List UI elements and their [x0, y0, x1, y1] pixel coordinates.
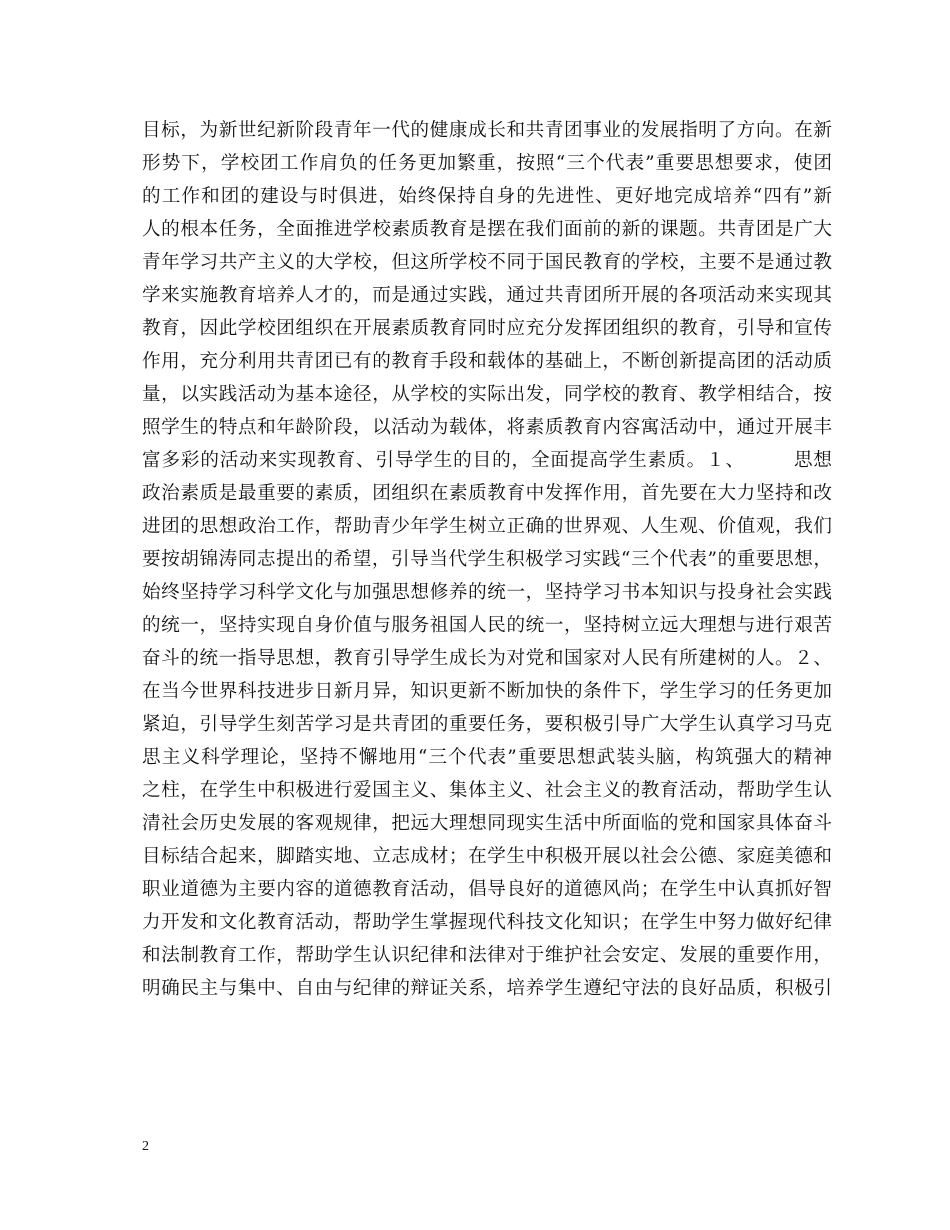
- text-line: 富多彩的活动来实现教育、引导学生的目的，全面提高学生素质。１、 思想: [142, 450, 832, 471]
- text-line: 和法制教育工作，帮助学生认识纪律和法律对于维护社会安定、发展的重要作用，: [142, 945, 832, 966]
- text-line: 力开发和文化教育活动，帮助学生掌握现代科技文化知识；在学生中努力做好纪律: [142, 912, 832, 933]
- text-line: 的统一，坚持实现自身价值与服务祖国人民的统一，坚持树立远大理想与进行艰苦: [142, 615, 832, 636]
- text-line: 目标结合起来，脚踏实地、立志成材；在学生中积极开展以社会公德、家庭美德和: [142, 846, 832, 867]
- text-line: 要按胡锦涛同志提出的希望，引导当代学生积极学习实践“三个代表”的重要思想，: [142, 549, 832, 570]
- text-line: 进团的思想政治工作，帮助青少年学生树立正确的世界观、人生观、价值观，我们: [142, 516, 832, 537]
- text-line: 明确民主与集中、自由与纪律的辩证关系，培养学生遵纪守法的良好品质，积极引: [142, 978, 832, 999]
- text-line: 思主义科学理论，坚持不懈地用“三个代表”重要思想武装头脑，构筑强大的精神: [142, 747, 832, 768]
- text-line: 照学生的特点和年龄阶段，以活动为载体，将素质教育内容寓活动中，通过开展丰: [142, 417, 832, 438]
- text-line: 量，以实践活动为基本途径，从学校的实际出发，同学校的教育、教学相结合，按: [142, 384, 832, 405]
- text-line: 目标，为新世纪新阶段青年一代的健康成长和共青团事业的发展指明了方向。在新: [142, 120, 832, 141]
- text-line: 之柱，在学生中积极进行爱国主义、集体主义、社会主义的教育活动，帮助学生认: [142, 780, 832, 801]
- text-line: 的工作和团的建设与时俱进，始终保持自身的先进性、更好地完成培养“四有”新: [142, 186, 832, 207]
- text-line: 始终坚持学习科学文化与加强思想修养的统一，坚持学习书本知识与投身社会实践: [142, 582, 832, 603]
- text-line: 作用，充分利用共青团已有的教育手段和载体的基础上，不断创新提高团的活动质: [142, 351, 832, 372]
- text-line: 奋斗的统一指导思想，教育引导学生成长为对党和国家对人民有所建树的人。２、: [142, 648, 832, 669]
- text-line: 职业道德为主要内容的道德教育活动，倡导良好的道德风尚；在学生中认真抓好智: [142, 879, 832, 900]
- body-text: [142, 114, 832, 1005]
- text-line: 人的根本任务，全面推进学校素质教育是摆在我们面前的新的课题。共青团是广大: [142, 219, 832, 240]
- text-line: 清社会历史发展的客观规律，把远大理想同现实生活中所面临的党和国家具体奋斗: [142, 813, 832, 834]
- text-line: 形势下，学校团工作肩负的任务更加繁重，按照“三个代表”重要思想要求，使团: [142, 153, 832, 174]
- text-line: 学来实施教育培养人才的，而是通过实践，通过共青团所开展的各项活动来实现其: [142, 285, 832, 306]
- text-line: 紧迫，引导学生刻苦学习是共青团的重要任务，要积极引导广大学生认真学习马克: [142, 714, 832, 735]
- text-line: 在当今世界科技进步日新月异，知识更新不断加快的条件下，学生学习的任务更加: [142, 681, 832, 702]
- page-number: 2: [142, 1139, 149, 1154]
- text-line: 教育，因此学校团组织在开展素质教育同时应充分发挥团组织的教育，引导和宣传: [142, 318, 832, 339]
- text-line: 青年学习共产主义的大学校，但这所学校不同于国民教育的学校，主要不是通过教: [142, 252, 832, 273]
- text-line: 政治素质是最重要的素质，团组织在素质教育中发挥作用，首先要在大力坚持和改: [142, 483, 832, 504]
